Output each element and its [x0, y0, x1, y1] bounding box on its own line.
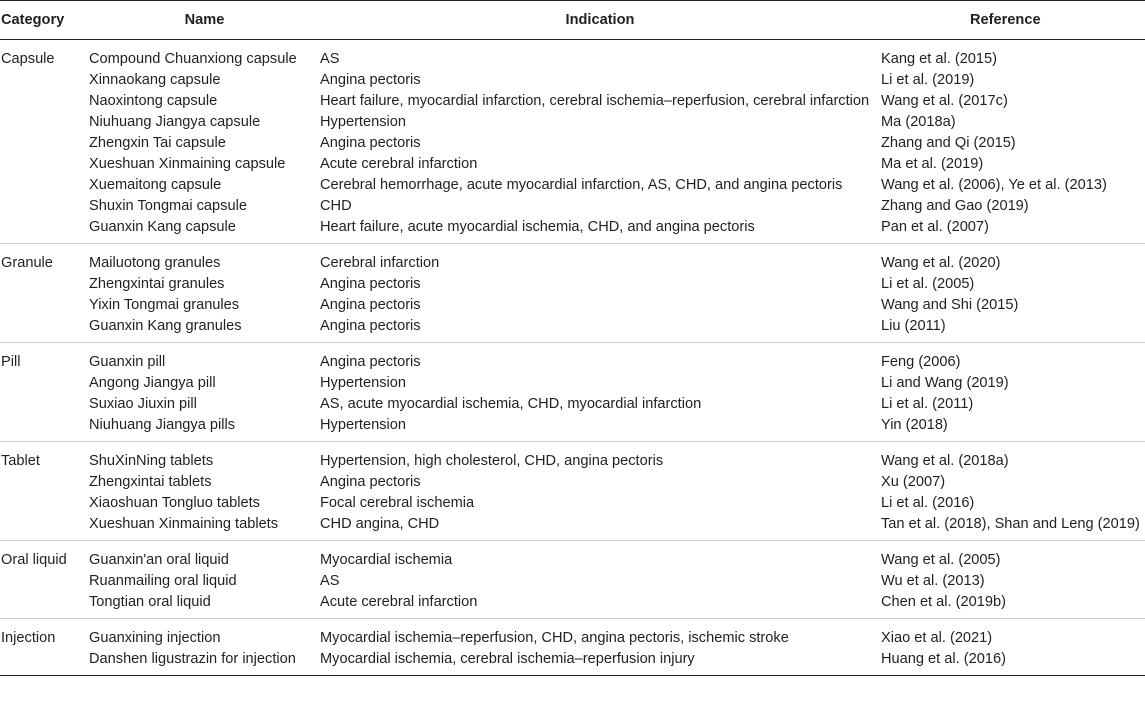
- category-cell: [0, 295, 89, 316]
- name-cell: Xinnaokang capsule: [89, 72, 221, 88]
- indication-cell: Focal cerebral ischemia: [320, 495, 475, 511]
- table-row: [0, 415, 1145, 442]
- indication-cell: Angina pectoris: [320, 276, 421, 292]
- category-cell: [0, 70, 89, 91]
- table-row: [0, 40, 1145, 71]
- reference-cell: Li et al. (2019): [881, 72, 975, 88]
- name-cell: Niuhuang Jiangya capsule: [89, 114, 261, 130]
- category-cell: [0, 154, 89, 175]
- header-category: Category: [0, 1, 89, 40]
- indication-cell: Angina pectoris: [320, 474, 421, 490]
- table-row: [0, 472, 1145, 493]
- indication-cell: CHD angina, CHD: [320, 516, 440, 532]
- reference-cell: Li and Wang (2019): [881, 375, 1009, 391]
- category-cell: [0, 373, 89, 394]
- category-cell: [0, 592, 89, 619]
- indication-cell: CHD: [320, 198, 352, 214]
- indication-cell: Angina pectoris: [320, 135, 421, 151]
- reference-cell: Yin (2018): [881, 417, 948, 433]
- category-cell: Oral liquid: [1, 552, 67, 568]
- reference-cell: Wang and Shi (2015): [881, 297, 1019, 313]
- table-row: [0, 514, 1145, 541]
- reference-cell: Zhang and Gao (2019): [881, 198, 1029, 214]
- indication-cell: Angina pectoris: [320, 72, 421, 88]
- indication-cell: Acute cerebral infarction: [320, 594, 478, 610]
- indication-cell: Angina pectoris: [320, 297, 421, 313]
- indication-cell: Acute cerebral infarction: [320, 156, 478, 172]
- indication-cell: Angina pectoris: [320, 318, 421, 334]
- reference-cell: Wang et al. (2017c): [881, 93, 1008, 109]
- reference-cell: Xiao et al. (2021): [881, 630, 993, 646]
- name-cell: Guanxining injection: [89, 630, 221, 646]
- category-cell: [0, 493, 89, 514]
- reference-cell: Li et al. (2005): [881, 276, 975, 292]
- table-row: [0, 112, 1145, 133]
- reference-cell: Kang et al. (2015): [881, 51, 998, 67]
- indication-cell: Myocardial ischemia, cerebral ischemia–reperfusion injury: [320, 651, 695, 667]
- table-row: [0, 274, 1145, 295]
- name-cell: Shuxin Tongmai capsule: [89, 198, 247, 214]
- name-cell: Guanxin pill: [89, 354, 166, 370]
- header-row: [0, 1, 1145, 40]
- category-cell: [0, 175, 89, 196]
- table-row: [0, 70, 1145, 91]
- reference-cell: Feng (2006): [881, 354, 961, 370]
- table-row: [0, 343, 1145, 374]
- table-row: [0, 394, 1145, 415]
- reference-cell: Xu (2007): [881, 474, 946, 490]
- name-cell: ShuXinNing tablets: [89, 453, 214, 469]
- category-group: [0, 343, 1145, 442]
- table-row: [0, 316, 1145, 343]
- name-cell: Zhengxin Tai capsule: [89, 135, 226, 151]
- category-cell: [0, 112, 89, 133]
- reference-cell: Li et al. (2016): [881, 495, 975, 511]
- reference-cell: Wang et al. (2020): [881, 255, 1001, 271]
- indication-cell: AS: [320, 573, 340, 589]
- category-group: [0, 244, 1145, 343]
- reference-cell: Pan et al. (2007): [881, 219, 989, 235]
- table-row: [0, 217, 1145, 244]
- header-indication: Indication: [320, 1, 880, 40]
- reference-cell: Ma (2018a): [881, 114, 956, 130]
- category-cell: Granule: [1, 255, 53, 271]
- category-cell: [0, 196, 89, 217]
- reference-cell: Zhang and Qi (2015): [881, 135, 1016, 151]
- category-group: [0, 619, 1145, 676]
- name-cell: Ruanmailing oral liquid: [89, 573, 237, 589]
- indication-cell: AS, acute myocardial ischemia, CHD, myocardial infarction: [320, 396, 702, 412]
- category-cell: [0, 217, 89, 244]
- name-cell: Yixin Tongmai granules: [89, 297, 240, 313]
- header-name: Name: [89, 1, 320, 40]
- indication-cell: AS: [320, 51, 340, 67]
- category-cell: Pill: [1, 354, 21, 370]
- name-cell: Tongtian oral liquid: [89, 594, 211, 610]
- name-cell: Xuemaitong capsule: [89, 177, 222, 193]
- name-cell: Guanxin Kang granules: [89, 318, 242, 334]
- table-row: [0, 649, 1145, 676]
- reference-cell: Liu (2011): [881, 318, 946, 334]
- category-group: [0, 40, 1145, 244]
- category-cell: [0, 472, 89, 493]
- reference-cell: Wang et al. (2018a): [881, 453, 1009, 469]
- category-cell: Capsule: [1, 51, 55, 67]
- category-group: [0, 541, 1145, 619]
- category-cell: Tablet: [1, 453, 40, 469]
- reference-cell: Chen et al. (2019b): [881, 594, 1006, 610]
- category-cell: [0, 571, 89, 592]
- name-cell: Danshen ligustrazin for injection: [89, 651, 296, 667]
- indication-cell: Hypertension: [320, 417, 406, 433]
- table-row: [0, 295, 1145, 316]
- table-row: [0, 373, 1145, 394]
- category-cell: [0, 91, 89, 112]
- table-row: [0, 592, 1145, 619]
- indication-cell: Cerebral hemorrhage, acute myocardial infarction, AS, CHD, and angina pectoris: [320, 177, 843, 193]
- name-cell: Xueshuan Xinmaining tablets: [89, 516, 279, 532]
- name-cell: Guanxin Kang capsule: [89, 219, 236, 235]
- name-cell: Compound Chuanxiong capsule: [89, 51, 297, 67]
- table-row: [0, 442, 1145, 473]
- table-row: [0, 133, 1145, 154]
- indication-cell: Myocardial ischemia: [320, 552, 453, 568]
- reference-cell: Wang et al. (2005): [881, 552, 1001, 568]
- category-cell: [0, 133, 89, 154]
- name-cell: Zhengxintai tablets: [89, 474, 212, 490]
- reference-cell: Wu et al. (2013): [881, 573, 985, 589]
- table-row: [0, 493, 1145, 514]
- table-row: [0, 619, 1145, 650]
- category-group: [0, 442, 1145, 541]
- table-row: [0, 154, 1145, 175]
- name-cell: Naoxintong capsule: [89, 93, 218, 109]
- header-reference: Reference: [880, 1, 1145, 40]
- indication-cell: Cerebral infarction: [320, 255, 440, 271]
- table-row: [0, 91, 1145, 112]
- table-row: [0, 244, 1145, 275]
- name-cell: Niuhuang Jiangya pills: [89, 417, 236, 433]
- category-cell: [0, 649, 89, 676]
- indication-cell: Hypertension: [320, 114, 406, 130]
- indication-cell: Heart failure, myocardial infarction, cerebral ischemia–reperfusion, cerebral infarction: [320, 93, 870, 109]
- category-cell: [0, 316, 89, 343]
- table-row: [0, 571, 1145, 592]
- name-cell: Xiaoshuan Tongluo tablets: [89, 495, 260, 511]
- category-cell: [0, 514, 89, 541]
- table-row: [0, 196, 1145, 217]
- indication-cell: Myocardial ischemia–reperfusion, CHD, angina pectoris, ischemic stroke: [320, 630, 789, 646]
- category-cell: [0, 274, 89, 295]
- table-row: [0, 541, 1145, 572]
- name-cell: Zhengxintai granules: [89, 276, 225, 292]
- category-cell: Injection: [1, 630, 56, 646]
- reference-cell: Li et al. (2011): [881, 396, 974, 412]
- indication-cell: Angina pectoris: [320, 354, 421, 370]
- reference-cell: Wang et al. (2006), Ye et al. (2013): [881, 177, 1107, 193]
- name-cell: Guanxin'an oral liquid: [89, 552, 229, 568]
- indication-cell: Hypertension, high cholesterol, CHD, angina pectoris: [320, 453, 664, 469]
- category-cell: [0, 415, 89, 442]
- name-cell: Angong Jiangya pill: [89, 375, 216, 391]
- indication-cell: Heart failure, acute myocardial ischemia, CHD, and angina pectoris: [320, 219, 755, 235]
- name-cell: Suxiao Jiuxin pill: [89, 396, 197, 412]
- reference-cell: Huang et al. (2016): [881, 651, 1006, 667]
- indication-cell: Hypertension: [320, 375, 406, 391]
- reference-cell: Ma et al. (2019): [881, 156, 984, 172]
- table-row: [0, 175, 1145, 196]
- name-cell: Mailuotong granules: [89, 255, 221, 271]
- category-cell: [0, 394, 89, 415]
- reference-cell: Tan et al. (2018), Shan and Leng (2019): [881, 516, 1140, 532]
- name-cell: Xueshuan Xinmaining capsule: [89, 156, 286, 172]
